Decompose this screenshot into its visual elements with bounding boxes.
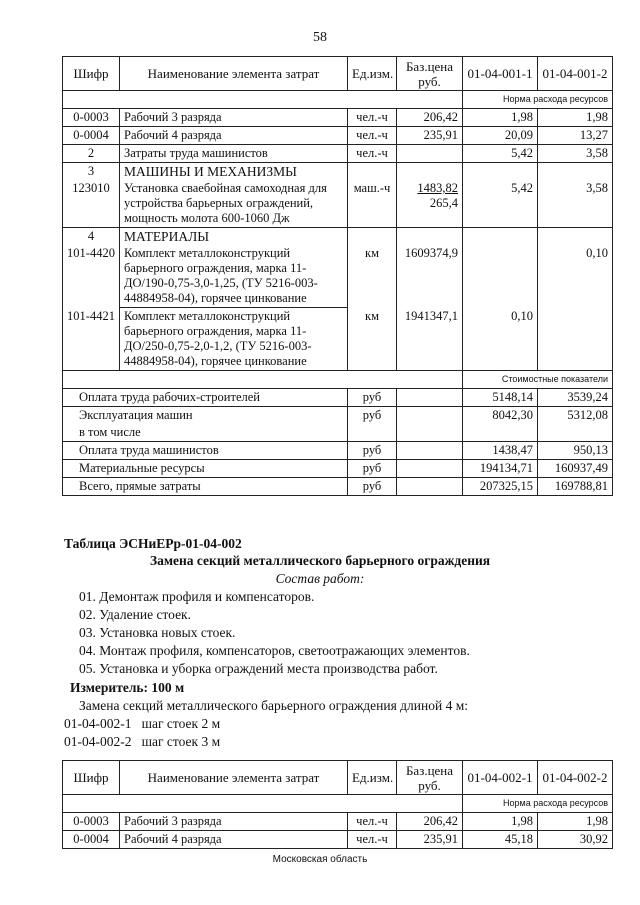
row-value-2 [538,308,613,371]
row-value-2: 3,58 [538,145,613,163]
table-row [63,813,613,831]
row-value-1: 20,09 [463,127,538,145]
header-col1: 01-04-002-1 [463,761,538,795]
row-value-2: 30,92 [538,831,613,849]
table-header [63,761,613,795]
table-row [63,145,613,163]
cost-value-1: 1438,47 [463,442,538,460]
resource-table-2 [62,760,613,849]
row-unit: км [348,308,397,371]
work-step: 03. Установка новых стоек. [79,625,236,640]
header-code: Шифр [63,761,120,795]
row-code: 0-0004 [63,831,120,849]
resource-table-1 [62,56,613,496]
row-name: Затраты труда машинистов [120,145,348,163]
row-code: 123010 [63,180,120,228]
cost-row [63,460,613,478]
footer-region: Московская область [272,854,368,865]
header-name: Наименование элемента затрат [120,761,348,795]
row-price: 206,42 [397,109,463,127]
cost-name: Всего, прямые затраты [63,478,348,496]
row-code: 4 [63,228,120,246]
work-step: 05. Установка и уборка ограждений места производства работ. [79,661,438,676]
norm-label-row [63,795,613,813]
row-unit: чел.-ч [348,109,397,127]
row-unit: чел.-ч [348,831,397,849]
row-value-1: 45,18 [463,831,538,849]
cost-label-row [63,371,613,389]
table-row [63,308,613,371]
cost-unit: руб [348,442,397,460]
row-value-2: 0,10 [538,245,613,308]
row-value-1: 1,98 [463,109,538,127]
cost-name: Эксплуатация машин [63,407,348,425]
header-price: Баз.цена руб. [397,57,463,91]
norm-label-row [63,91,613,109]
measure: Измеритель: 100 м [70,680,185,695]
row-value-1: 5,42 [463,145,538,163]
variant-line: 01-04-002-1 шаг стоек 2 м [64,716,221,731]
page-number: 58 [313,30,327,45]
header-code: Шифр [63,57,120,91]
row-price: 1483,82 265,4 [397,180,463,228]
header-col2: 01-04-002-2 [538,761,613,795]
cost-row [63,478,613,496]
header-col1: 01-04-001-1 [463,57,538,91]
row-price: 1941347,1 [397,308,463,371]
variant-line: 01-04-002-2 шаг стоек 3 м [64,734,221,749]
cost-row [63,407,613,425]
work-step: 01. Демонтаж профиля и компенсаторов. [79,589,315,604]
description: Замена секций металлического барьерного ограждения длиной 4 м: [79,698,468,713]
row-price: 1609374,9 [397,245,463,308]
cost-value-1: 5148,14 [463,389,538,407]
table-header [63,57,613,91]
cost-value-2: 950,13 [538,442,613,460]
cost-unit: руб [348,478,397,496]
cost-value-2: 169788,81 [538,478,613,496]
cost-name: Оплата труда машинистов [63,442,348,460]
section-row-materials [63,228,613,246]
row-code: 101-4421 [63,308,120,371]
header-price: Баз.цена руб. [397,761,463,795]
header-name: Наименование элемента затрат [120,57,348,91]
row-price: 235,91 [397,831,463,849]
row-name: Комплект металлоконструкций барьерного ограждения, марка 11- ДО/190-0,75-3,0-1,25, (ТУ 5216-003- 44884958-04), горячее цинкование [120,245,348,308]
row-value-1: 0,10 [463,308,538,371]
cost-value-2: 3539,24 [538,389,613,407]
table-title: Таблица ЭСНиЕРр-01-04-002 [64,536,242,551]
row-name: Рабочий 4 разряда [120,127,348,145]
cost-unit: руб [348,407,397,425]
row-price: 235,91 [397,127,463,145]
table-row [63,180,613,228]
row-price: 206,42 [397,813,463,831]
cost-row [63,442,613,460]
header-unit: Ед.изм. [348,57,397,91]
norm-label: Норма расхода ресурсов [463,795,613,813]
row-unit: чел.-ч [348,145,397,163]
cost-label: Стоимостные показатели [463,371,613,389]
row-value-1: 1,98 [463,813,538,831]
row-value-1: 5,42 [463,180,538,228]
row-unit: чел.-ч [348,127,397,145]
section-row-machines [63,163,613,181]
row-name: Установка сваебойная самоходная для устройства барьерных ограждений, мощность молота 600-1060 Дж [120,180,348,228]
cost-value-1: 207325,15 [463,478,538,496]
row-name: МАШИНЫ И МЕХАНИЗМЫ [120,163,348,181]
cost-name: Оплата труда рабочих-строителей [63,389,348,407]
header-unit: Ед.изм. [348,761,397,795]
cost-value-2: 160937,49 [538,460,613,478]
cost-value-1: 8042,30 [463,407,538,425]
cost-row [63,424,613,442]
table-row [63,831,613,849]
cost-row [63,389,613,407]
row-unit: км [348,245,397,308]
cost-value-1: 194134,71 [463,460,538,478]
row-name: Рабочий 3 разряда [120,813,348,831]
cost-name: в том числе [63,424,348,442]
row-code: 0-0003 [63,813,120,831]
header-col2: 01-04-001-2 [538,57,613,91]
norm-label: Норма расхода ресурсов [463,91,613,109]
row-name: Рабочий 4 разряда [120,831,348,849]
work-step: 02. Удаление стоек. [79,607,191,622]
row-name: Рабочий 3 разряда [120,109,348,127]
row-value-2: 3,58 [538,180,613,228]
table-row [63,245,613,308]
row-code: 101-4420 [63,245,120,308]
row-code: 2 [63,145,120,163]
table-row [63,109,613,127]
work-step: 04. Монтаж профиля, компенсаторов, светоотражающих элементов. [79,643,470,658]
cost-unit: руб [348,389,397,407]
row-code: 3 [63,163,120,181]
row-code: 0-0003 [63,109,120,127]
cost-unit: руб [348,460,397,478]
row-name: Комплект металлоконструкций барьерного ограждения, марка 11- ДО/250-0,75-2,0-1,2, (ТУ 5216-003- 44884958-04), горячее цинкование [120,308,348,371]
row-value-2: 13,27 [538,127,613,145]
row-value-2: 1,98 [538,109,613,127]
row-price [397,145,463,163]
cost-name: Материальные ресурсы [63,460,348,478]
row-code: 0-0004 [63,127,120,145]
table-row [63,127,613,145]
row-name: МАТЕРИАЛЫ [120,228,348,246]
section-heading: Замена секций металлического барьерного ограждения [149,553,491,568]
row-unit: маш.-ч [348,180,397,228]
composition-title: Состав работ: [275,571,365,586]
row-value-1 [463,245,538,308]
row-value-2: 1,98 [538,813,613,831]
row-unit: чел.-ч [348,813,397,831]
cost-value-2: 5312,08 [538,407,613,425]
